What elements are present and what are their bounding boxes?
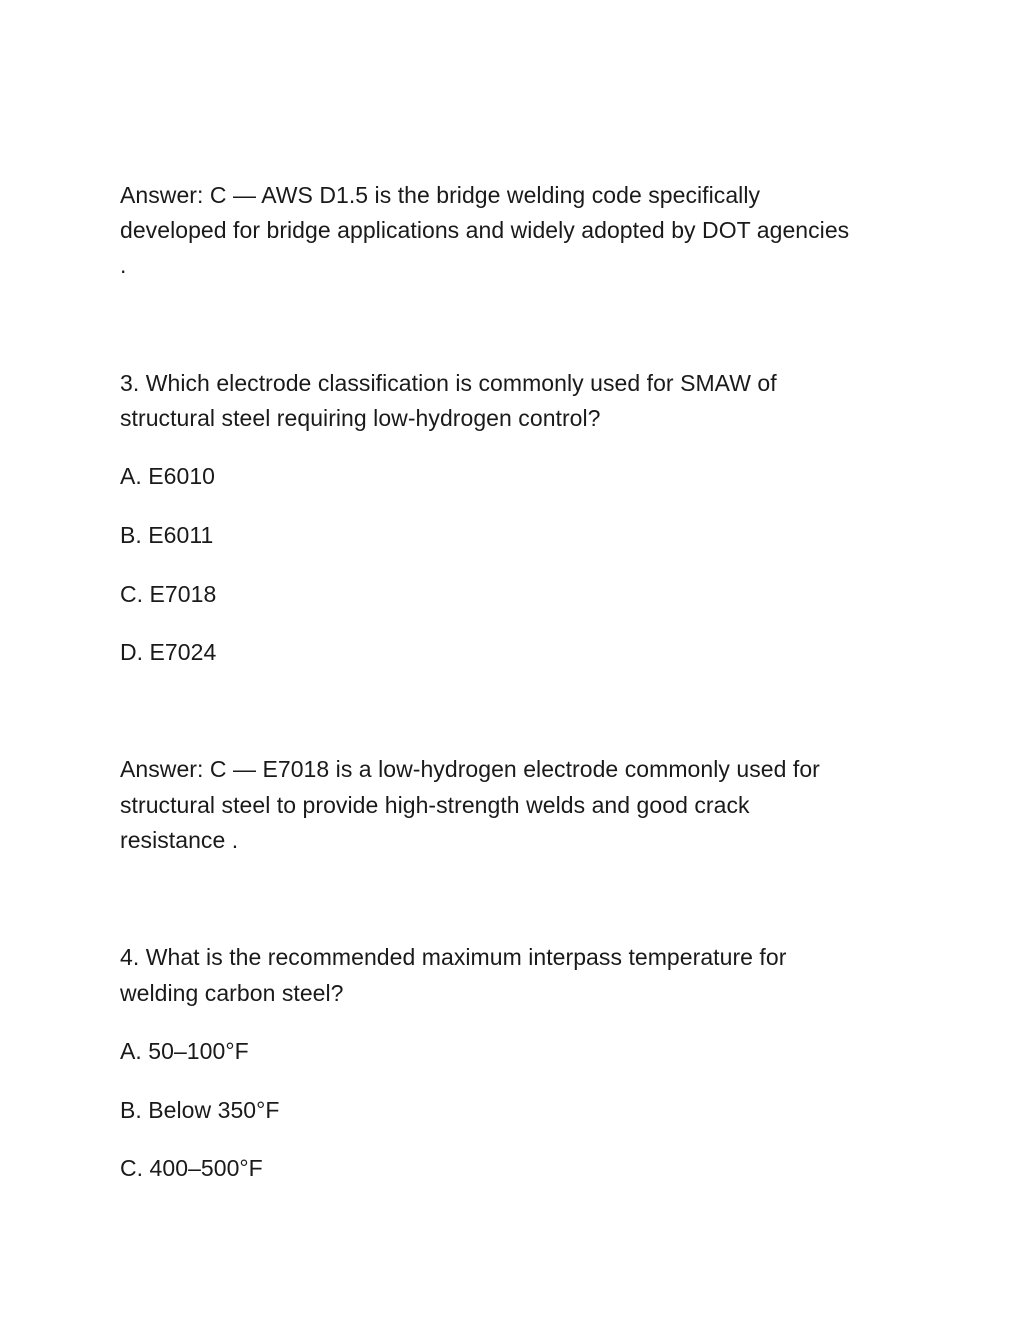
answer-2-line-3: . bbox=[120, 252, 127, 278]
question-3-option-b: B. E6011 bbox=[120, 522, 214, 548]
answer-2-line-1: Answer: C — AWS D1.5 is the bridge welding code specifically bbox=[120, 182, 761, 208]
answer-3-line-3: resistance . bbox=[120, 827, 239, 853]
question-3-option-c: C. E7018 bbox=[120, 581, 217, 607]
answer-3-line-1: Answer: C — E7018 is a low-hydrogen electrode commonly used for bbox=[120, 756, 820, 782]
question-3-line-1: 3. Which electrode classification is commonly used for SMAW of bbox=[120, 370, 777, 396]
question-3-option-d: D. E7024 bbox=[120, 639, 217, 665]
question-4-option-b: B. Below 350°F bbox=[120, 1097, 280, 1123]
question-3-line-2: structural steel requiring low-hydrogen control? bbox=[120, 405, 601, 431]
question-4-line-1: 4. What is the recommended maximum interpass temperature for bbox=[120, 944, 787, 970]
question-4-option-a: A. 50–100°F bbox=[120, 1038, 249, 1064]
answer-3-line-2: structural steel to provide high-strength welds and good crack bbox=[120, 792, 750, 818]
question-4-option-c: C. 400–500°F bbox=[120, 1155, 263, 1181]
answer-2-line-2: developed for bridge applications and widely adopted by DOT agencies bbox=[120, 217, 850, 243]
question-4-line-2: welding carbon steel? bbox=[120, 980, 344, 1006]
question-3-option-a: A. E6010 bbox=[120, 463, 216, 489]
